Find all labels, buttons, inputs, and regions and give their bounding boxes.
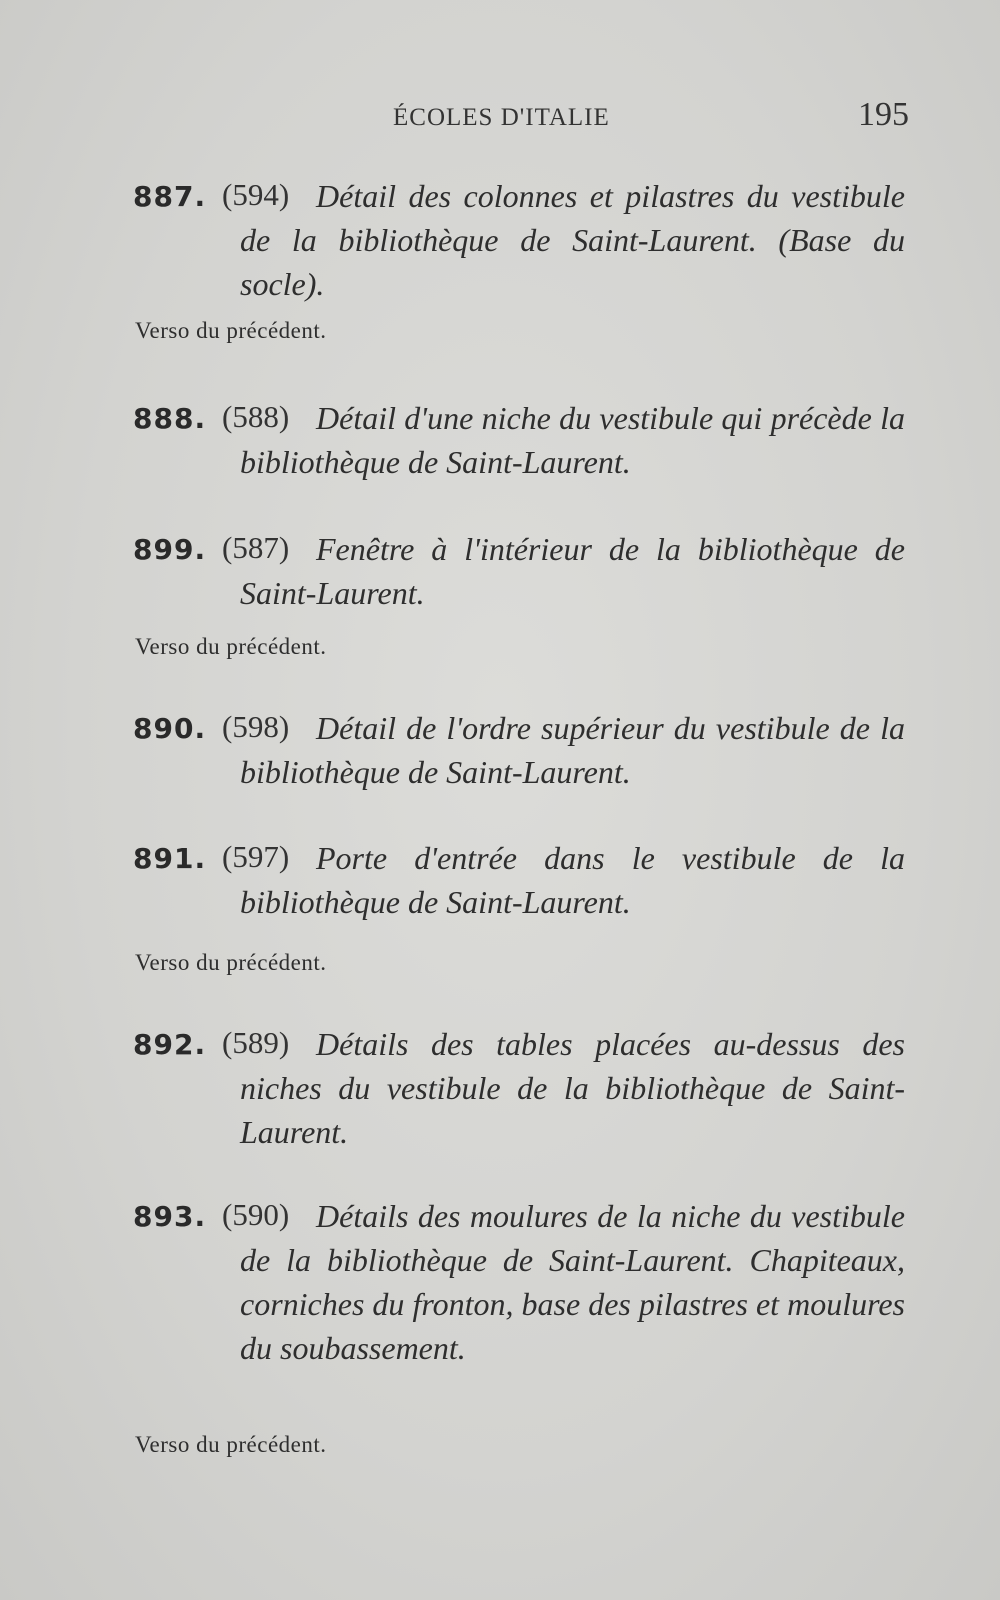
verso-note: Verso du précédent. xyxy=(135,950,327,975)
entry-reference: (588) xyxy=(222,399,290,434)
running-title: ÉCOLES D'ITALIE xyxy=(393,104,610,131)
entry-number: 888. xyxy=(133,402,207,435)
entry-number: 893. xyxy=(133,1200,207,1233)
verso-note: Verso du précédent. xyxy=(135,1432,327,1457)
entry-reference: (594) xyxy=(222,177,290,212)
page-header xyxy=(0,96,1000,140)
entry-reference: (589) xyxy=(222,1025,290,1060)
entry-description: Détail de l'ordre supérieur du vestibule de la bibliothèque de Saint-Laurent. xyxy=(240,710,905,790)
entry-reference: (587) xyxy=(222,530,290,565)
entry-reference: (590) xyxy=(222,1197,290,1232)
verso-note: Verso du précédent. xyxy=(135,634,327,659)
entry-number: 891. xyxy=(133,842,207,875)
entry-reference: (598) xyxy=(222,709,290,744)
entry-number: 890. xyxy=(133,712,207,745)
entry-description: Détail d'une niche du vestibule qui précède la bibliothèque de Saint-Laurent. xyxy=(240,400,905,480)
entry-description: Détails des tables placées au-dessus des niches du vestibule de la bibliothèque de Saint-Laurent. xyxy=(240,1026,905,1150)
entry-description: Porte d'entrée dans le vestibule de la bibliothèque de Saint-Laurent. xyxy=(240,840,905,920)
entry-description: Détails des moulures de la niche du vestibule de la bibliothèque de Saint-Laurent. Chapiteaux, corniches du fronton, base des pilastres et moulures du soubassement. xyxy=(240,1198,905,1366)
entry-number: 892. xyxy=(133,1028,207,1061)
entry-reference: (597) xyxy=(222,839,290,874)
entry-number: 899. xyxy=(133,533,207,566)
entry-description: Détail des colonnes et pilastres du vestibule de la bibliothèque de Saint-Laurent. (Base du socle). xyxy=(240,178,905,302)
verso-note: Verso du précédent. xyxy=(135,318,327,343)
entry-number: 887. xyxy=(133,180,207,213)
page-number: 195 xyxy=(858,96,909,133)
entry-description: Fenêtre à l'intérieur de la bibliothèque de Saint-Laurent. xyxy=(240,531,905,611)
